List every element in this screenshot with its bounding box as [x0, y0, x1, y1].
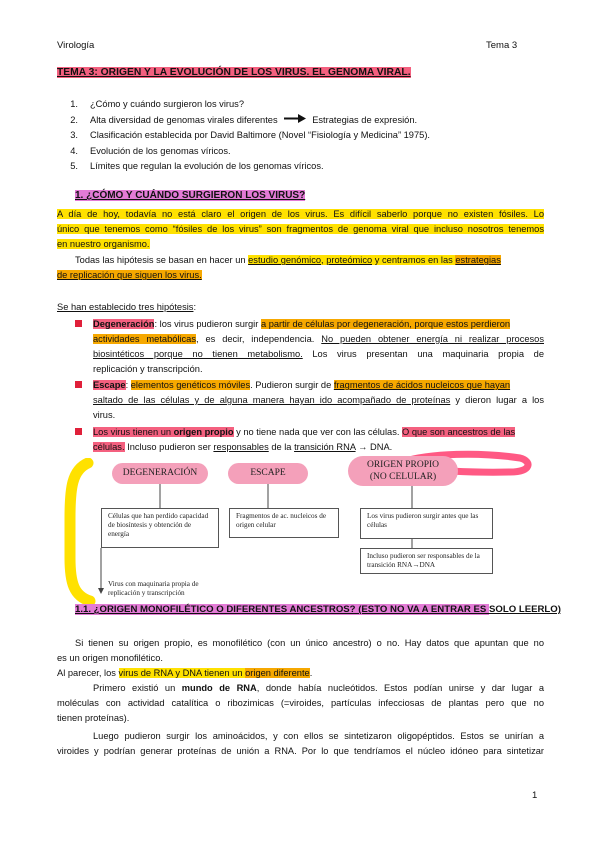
paragraph-line: único que tenemos como “fósiles de los virus” son fragmentos de genoma viral que incluso nosotros tenemos — [57, 224, 544, 234]
paragraph-line: Si tienen su origen propio, es monofilético (con un único ancestro) o no. Hay datos que apuntan que no — [75, 638, 544, 648]
hypothesis-escape: Escape: elementos genéticos móviles. Pudieron surgir de fragmentos de ácidos nucleicos que hayan — [93, 380, 511, 390]
paragraph-line: de replicación que siguen los virus. — [57, 270, 202, 280]
paragraph-line: Al parecer, los virus de RNA y DNA tienen un origen diferente. — [57, 668, 313, 678]
toc-item: 1. ¿Cómo y cuándo surgieron los virus? — [70, 99, 244, 109]
paragraph-line: es un origen monofilético. — [57, 653, 163, 663]
paragraph-line: actividades metabólicas, es decir, independencia. No pueden obtener energía ni realizar procesos — [93, 334, 544, 344]
paragraph-line: células. Incluso pudieron ser responsables de la transición RNA → DNA. — [93, 442, 393, 452]
diagram-caption: Virus con maquinaria propia de replicación y transcripción — [108, 580, 199, 597]
section-1-1-heading: 1.1. ¿ORIGEN MONOFILÉTICO O DIFERENTES ANCESTROS? (ESTO NO VA A ENTRAR ES SOLO LEERLO) — [75, 604, 561, 615]
paragraph-line: saltado de las células y de alguna manera hayan ido acompañado de proteínas y dieron lugar a los — [93, 395, 545, 405]
header-subject: Virología — [57, 40, 95, 51]
hypotheses-intro: Se han establecido tres hipótesis: — [57, 302, 197, 312]
paragraph-line: replicación y transcripción. — [93, 364, 203, 374]
box-origen-propio: Los virus pudieron surgir antes que las células — [360, 508, 493, 539]
hypothesis-degeneracion: Degeneración: los virus pudieron surgir a partir de células por degeneración, porque estos perdieron — [93, 319, 511, 329]
page-number: 1 — [532, 790, 538, 801]
paragraph-line: viroides y podrían generar proteínas de unión a RNA. Por lo que tendríamos el núcleo idóneo para sintetizar — [57, 746, 544, 756]
toc-item: 4. Evolución de los genomas víricos. — [70, 145, 231, 156]
paragraph-line: Luego pudieron surgir los aminoácidos, y con ellos se sintetizaron oligopéptidos. Estos se unirían a — [93, 731, 544, 741]
page-title: TEMA 3: ORIGEN Y LA EVOLUCIÓN DE LOS VIRUS. EL GENOMA VIRAL. — [57, 67, 411, 78]
pill-origen-propio: ORIGEN PROPIO (NO CELULAR) — [348, 456, 458, 486]
hypothesis-origen-propio: Los virus tienen un origen propio y no tiene nada que ver con las células. O que son ancestros de las — [93, 427, 516, 437]
paragraph-line: biosintéticos porque no tienen metabolismo. Los virus presentan una maquinaria propia de — [93, 349, 544, 359]
box-transicion: Incluso pudieron ser responsables de la transición RNA→DNA — [360, 548, 493, 574]
box-escape: Fragmentos de ac. nucleicos de origen celular — [229, 508, 339, 538]
paragraph-line: Primero existió un mundo de RNA, donde había nucleótidos. Estos podían unirse y dar lugar a — [93, 683, 544, 693]
paragraph-line: A día de hoy, todavía no está claro el origen de los virus. Es difícil saberlo porque no existen fósiles. Lo — [57, 209, 544, 219]
paragraph-line: Todas las hipótesis se basan en hacer un estudio genómico, proteómico y centramos en las estrategias — [75, 255, 501, 265]
header-tema: Tema 3 — [486, 40, 518, 51]
toc-item: 3. Clasificación establecida por David Baltimore (Novel “Fisiología y Medicina” 1975). — [70, 130, 430, 140]
toc-item: 5. Límites que regulan la evolución de los genomas víricos. — [70, 161, 324, 171]
toc-item: 2. Alta diversidad de genomas virales diferentes Estrategias de expresión. — [70, 114, 418, 125]
box-degeneracion: Células que han perdido capacidad de biosíntesis y obtención de energía — [101, 508, 219, 548]
paragraph-line: moléculas con actividad catalítica o ribozimicas (=viroides, partículas infecciosas de plantas pero que no — [57, 698, 544, 708]
paragraph-line: en nuestro organismo. — [57, 239, 150, 249]
paragraph-line: tienen proteínas). — [57, 713, 130, 723]
pill-degeneracion: DEGENERACIÓN — [112, 463, 208, 484]
pill-escape: ESCAPE — [228, 463, 308, 484]
paragraph-line: virus. — [93, 410, 116, 420]
section-1-heading: 1. ¿CÓMO Y CUÁNDO SURGIERON LOS VIRUS? — [75, 190, 306, 201]
